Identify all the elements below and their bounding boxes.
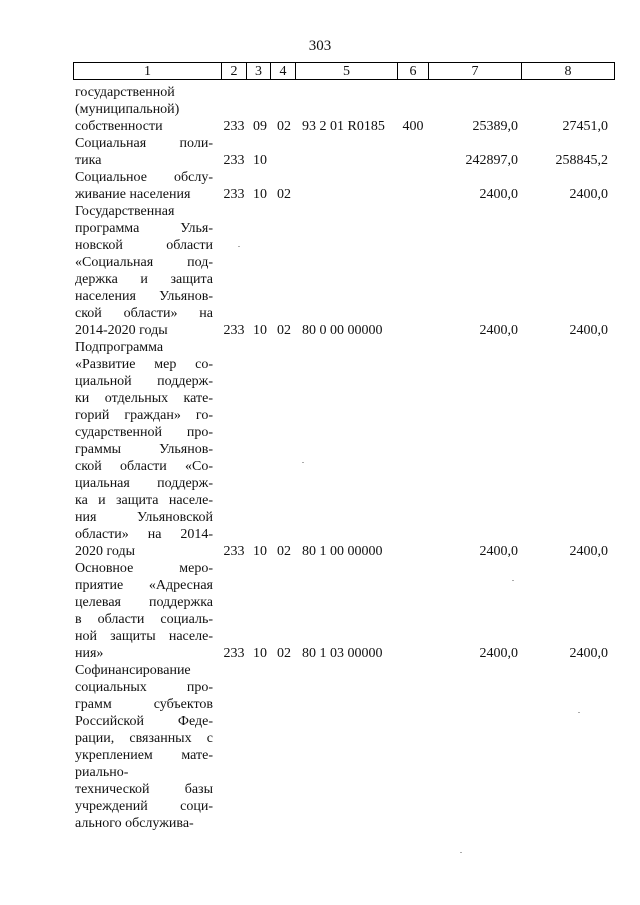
description-line: «Развитие мер со-	[75, 357, 213, 372]
header-cell-7: 7	[428, 62, 522, 80]
scan-speck	[238, 246, 240, 247]
cell-col-4: 02	[277, 119, 291, 134]
description-line: учреждений соци-	[75, 799, 213, 814]
description-line: сударственной про-	[75, 425, 213, 440]
description-line: Софинансирование	[75, 663, 191, 678]
description-line: государственной	[75, 85, 175, 100]
description-line: ка и защита населе-	[75, 493, 213, 508]
description-line: 2014-2020 годы	[75, 323, 168, 338]
row-description	[75, 135, 213, 169]
description-line: ния Ульяновской	[75, 510, 213, 525]
cell-col-3: 10	[253, 323, 267, 338]
cell-col-2: 233	[223, 646, 245, 661]
cell-col-2: 233	[223, 187, 245, 202]
description-line: циальная поддерж-	[75, 476, 213, 491]
cell-col-2: 233	[223, 544, 245, 559]
header-cell-5: 5	[295, 62, 398, 80]
cell-col-5: 80 1 03 00000	[302, 646, 383, 661]
cell-col-7: 2400,0	[479, 544, 518, 559]
header-cell-3: 3	[246, 62, 271, 80]
row-description	[75, 84, 213, 135]
cell-col-8: 258845,2	[555, 153, 608, 168]
description-line: (муниципальной)	[75, 102, 180, 117]
description-line: ской области» на	[75, 306, 213, 321]
cell-col-7: 2400,0	[479, 323, 518, 338]
cell-col-8: 2400,0	[569, 323, 608, 338]
description-line: Российской Феде-	[75, 714, 213, 729]
description-line: Государственная	[75, 204, 175, 219]
cell-col-3: 10	[253, 646, 267, 661]
description-line: технической базы	[75, 782, 213, 797]
cell-col-4: 02	[277, 646, 291, 661]
description-line: ки отдельных кате-	[75, 391, 213, 406]
description-line: 2020 годы	[75, 544, 136, 559]
row-description	[75, 560, 213, 662]
cell-col-2: 233	[223, 119, 245, 134]
cell-col-8: 27451,0	[562, 119, 608, 134]
description-line: Социальная поли-	[75, 136, 213, 151]
description-line: Подпрограмма	[75, 340, 164, 355]
header-cell-4: 4	[270, 62, 296, 80]
cell-col-3: 09	[253, 119, 267, 134]
cell-col-2: 233	[223, 323, 245, 338]
header-cell-2: 2	[221, 62, 247, 80]
description-line: «Социальная под-	[75, 255, 213, 270]
cell-col-7: 2400,0	[479, 646, 518, 661]
description-line: приятие «Адресная	[75, 578, 213, 593]
description-line: горий граждан» го-	[75, 408, 213, 423]
header-cell-1: 1	[73, 62, 222, 80]
description-line: циальной поддерж-	[75, 374, 213, 389]
row-description	[75, 203, 213, 339]
scan-speck	[460, 852, 462, 853]
cell-col-5: 80 0 00 00000	[302, 323, 383, 338]
cell-col-4: 02	[277, 187, 291, 202]
header-cell-8: 8	[521, 62, 615, 80]
description-line: населения Ульянов-	[75, 289, 213, 304]
cell-col-5: 93 2 01 R0185	[302, 119, 385, 134]
cell-col-3: 10	[253, 153, 267, 168]
cell-col-4: 02	[277, 323, 291, 338]
header-cell-6: 6	[397, 62, 429, 80]
scan-speck	[578, 712, 580, 713]
cell-col-8: 2400,0	[569, 544, 608, 559]
description-line: укреплением мате-	[75, 748, 213, 763]
description-line: области» на 2014-	[75, 527, 213, 542]
cell-col-7: 242897,0	[465, 153, 518, 168]
description-line: рации, связанных с	[75, 731, 213, 746]
cell-col-2: 233	[223, 153, 245, 168]
cell-col-3: 10	[253, 187, 267, 202]
page-number: 303	[308, 38, 332, 54]
description-line: программа Улья-	[75, 221, 213, 236]
description-line: Социальное обслу-	[75, 170, 213, 185]
scan-speck	[512, 580, 514, 581]
cell-col-8: 2400,0	[569, 187, 608, 202]
description-line: грамм субъектов	[75, 697, 213, 712]
description-line: в области социаль-	[75, 612, 213, 627]
cell-col-4: 02	[277, 544, 291, 559]
description-line: социальных про-	[75, 680, 213, 695]
cell-col-7: 2400,0	[479, 187, 518, 202]
row-description	[75, 662, 213, 832]
description-line: Основное меро-	[75, 561, 213, 576]
description-line: целевая поддержка	[75, 595, 213, 610]
description-line: живание населения	[75, 187, 191, 202]
cell-col-8: 2400,0	[569, 646, 608, 661]
description-line: ной защиты населе-	[75, 629, 213, 644]
description-line: граммы Ульянов-	[75, 442, 213, 457]
description-line: риально-	[75, 765, 129, 780]
cell-col-6: 400	[402, 119, 424, 134]
description-line: ального обслужива-	[75, 816, 194, 831]
description-line: собственности	[75, 119, 163, 134]
description-line: держка и защита	[75, 272, 213, 287]
description-line: ской области «Со-	[75, 459, 213, 474]
description-line: ния»	[75, 646, 104, 661]
cell-col-3: 10	[253, 544, 267, 559]
cell-col-5: 80 1 00 00000	[302, 544, 383, 559]
row-description	[75, 339, 213, 560]
description-line: тика	[75, 153, 102, 168]
row-description	[75, 169, 213, 203]
scan-speck	[302, 462, 304, 463]
cell-col-7: 25389,0	[472, 119, 518, 134]
description-line: новской области	[75, 238, 213, 253]
